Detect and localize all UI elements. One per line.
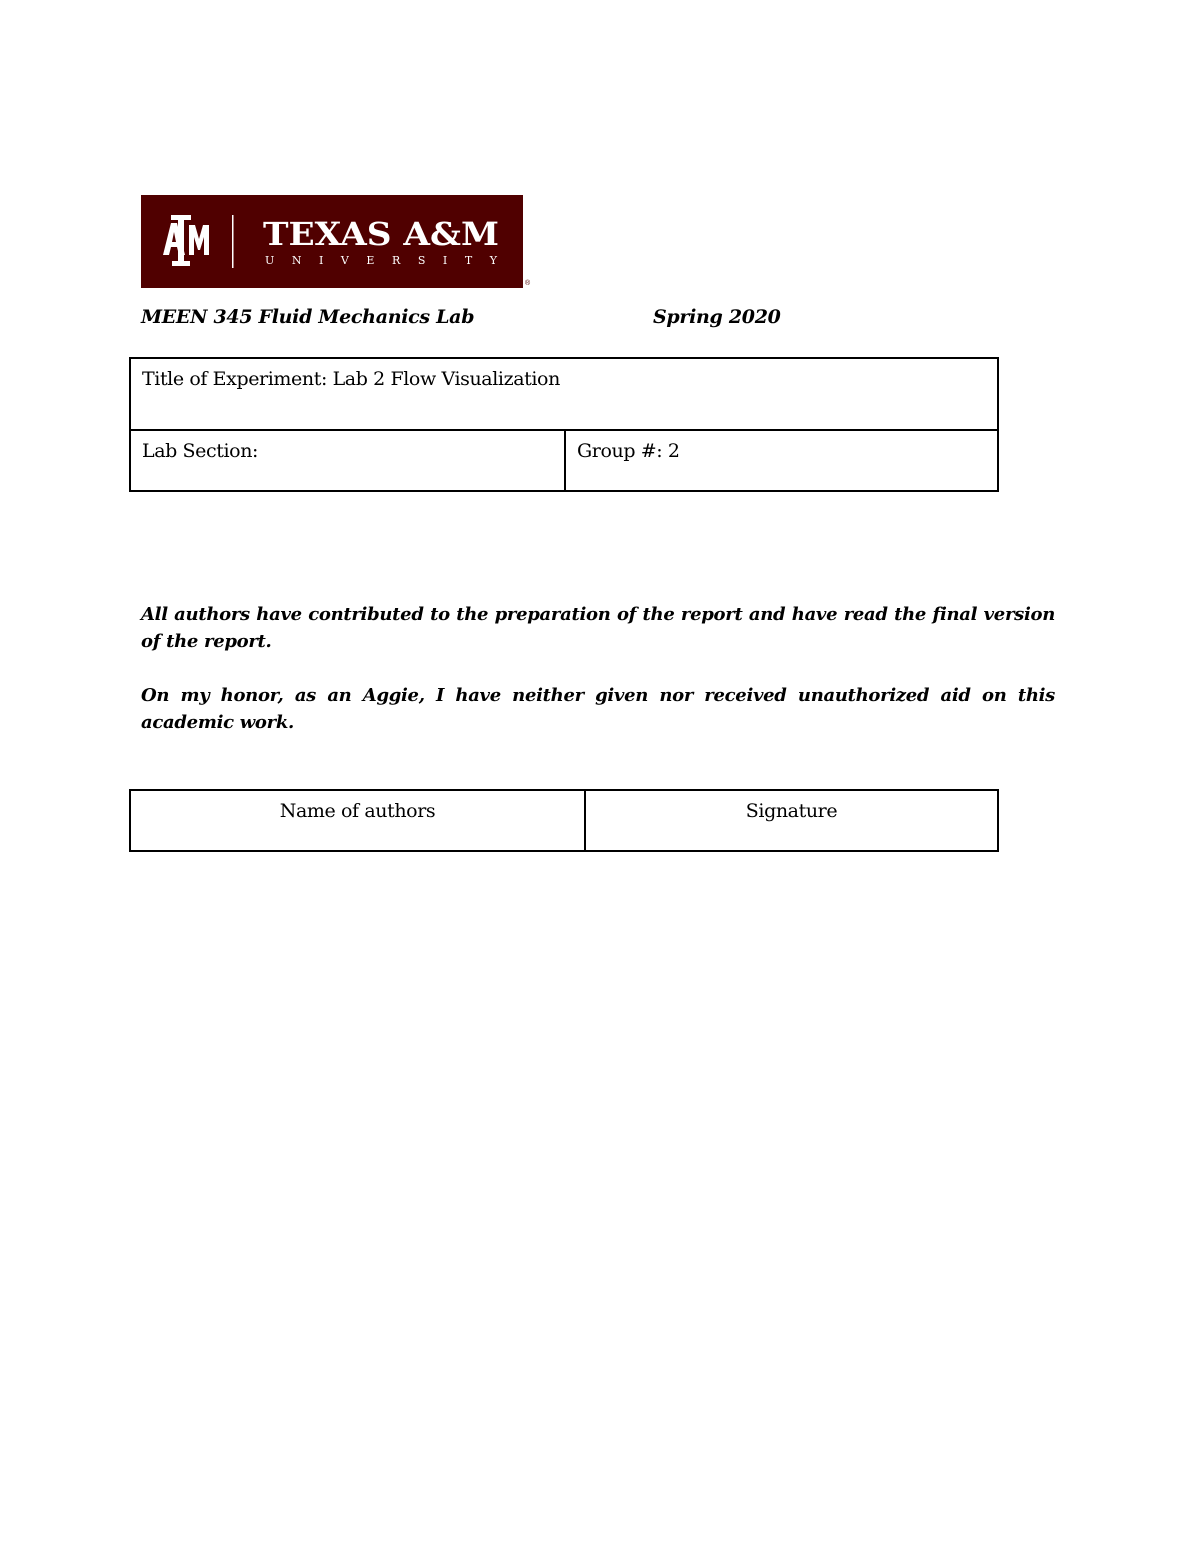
honor-code-statement: On my honor, as an Aggie, I have neither given nor received unauthorized aid on this academic work.: [141, 685, 1055, 733]
university-logo: [141, 195, 523, 288]
lab-section-label: Lab Section:: [142, 440, 259, 462]
section-group-row: [131, 431, 997, 490]
atm-monogram-icon: [163, 215, 209, 266]
experiment-info-table: [129, 357, 999, 492]
authors-table: [129, 789, 999, 852]
title-row: [131, 359, 997, 431]
authors-name-column: [131, 791, 586, 850]
logo-graphic: [141, 195, 523, 288]
signature-column: [586, 791, 997, 850]
authorship-statement: All authors have contributed to the preparation of the report and have read the final version of the report.: [141, 604, 1055, 652]
course-title: MEEN 345 Fluid Mechanics Lab: [141, 306, 475, 328]
registered-mark: ®: [525, 280, 531, 287]
logo-divider: [232, 215, 234, 268]
logo-subtitle: UNIVERSITY: [265, 254, 497, 267]
signature-header: Signature: [745, 800, 838, 822]
lab-section-cell: [131, 431, 566, 490]
group-label: Group #: 2: [577, 440, 680, 462]
logo-wordmark: TEXAS A&M: [263, 215, 499, 253]
name-of-authors-header: Name of authors: [279, 800, 436, 822]
term-label: Spring 2020: [653, 306, 781, 328]
group-cell: [566, 431, 997, 490]
title-of-experiment: Title of Experiment: Lab 2 Flow Visualization: [142, 368, 560, 390]
